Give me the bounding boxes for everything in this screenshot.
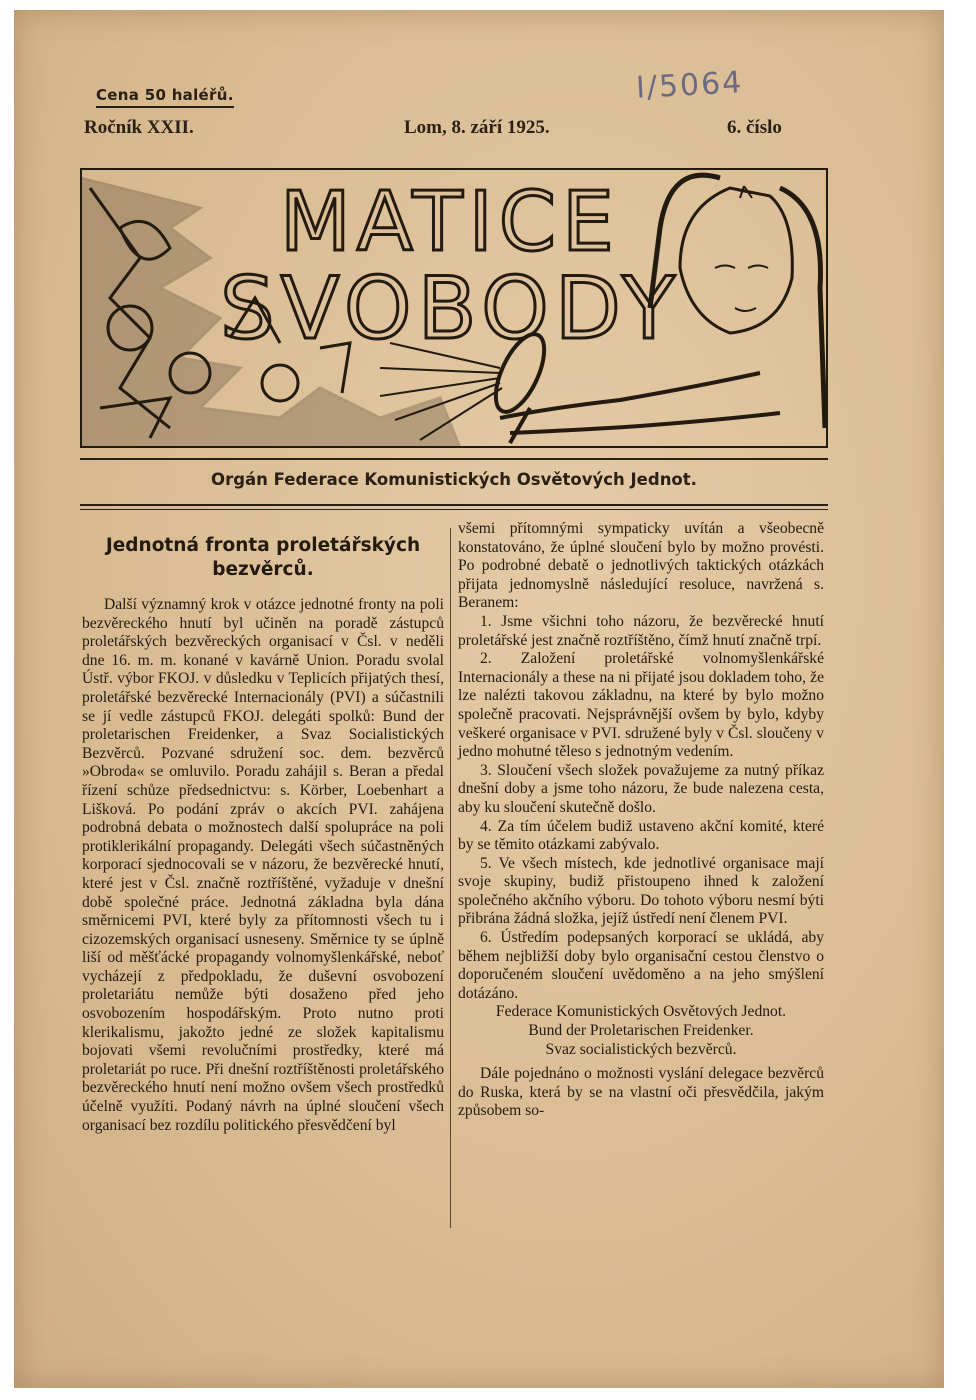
resolution-item: 3. Sloučení všech složek považujeme za nutný příkaz dnešní doby a jsme toho názoru, že bude nalezena cesta, aby ku sloučení skutečně došlo. (458, 761, 824, 816)
resolution-item: 1. Jsme všichni toho názoru, že bezvěrecké hnutí proletářské jest značně roztříštěno, čímž hnutí značně trpí. (458, 612, 824, 649)
resolution-item: 6. Ústředím podepsaných korporací se ukládá, aby během nejbližší doby bylo organisační cestou členstvo o doporučeném sloučení uvědoměno a na jeho smýšlení dotázáno. (458, 929, 824, 1002)
masthead-title-line2: SVOBODY (220, 259, 681, 359)
article-right-column (458, 520, 824, 1121)
masthead-rule-bottom (80, 504, 828, 506)
issue-number: 6. číslo (727, 117, 782, 138)
article-paragraph: Další významný krok v otázce jednotné fronty na poli bezvěreckého hnutí byl učiněn na poradě zástupců proletářských bezvěreckých organisací v Čsl. v neděli dne 16. m. m. konané v kavárně Union. Poradu svolal Ústř. výbor FKOJ. v důsledku v Teplicích přijatých thesí, proletářské bezvěrecké Internacionály (PVI) a súčastnili se jí vedle zástupců FKOJ. delegáti spolků: Bund der proletarischen Freidenker, a Svaz Socialistických Bezvěrců. Pozvané sdružení soc. dem. bezvěrců »Obroda« se omluvilo. Poradu zahájil s. Beran a předal řízení schůze předsednictvu: s. Körber, Loebenhart a Lišková. Po podání zpráv o akcích PVI. zahájena podrobná debata o možnostech další spolupráce na poli protiklerikální propagandy. Delegáti všech súčastněných korporací sjednocovali se v názoru, že bezvěrecké hnutí, které jest v Čsl. značně roztříštěné, vyžaduje v dnešní době společné práce. Jednotná základna byla dána směrnicemi PVI, které byly za přítomnosti všech tu i cizozemských organisací usneseny. Směrnice ty se úplně liší od měšťácké propagandy volnomyšlenkářské, neboť vycházejí z předpokladu, že duševní osvobození proletariátu nemůže býti dosaženo před jeho osvobozením hospodářským. Proto nutno proti klerikalismu, jakožto jedné ze složek kapitalismu bojovati všemi revolučními prostředky, které má proletariát po ruce. Při dnešní roztříštěnosti proletářského bezvěreckého hnutí není možno ovšem všech prostředků účelně využíti. Podaný návrh na úplné sloučení všech organisací bez rozdílu politického přesvědčení byl (82, 596, 444, 1134)
price-label: Cena 50 haléřů. (96, 86, 234, 108)
masthead-illustration (80, 168, 828, 448)
signatory: Bund der Proletarischen Freidenker. (528, 1022, 754, 1040)
resolution-item: 2. Založení proletářské volnomyšlenkářské Internacionály a these na ni přijaté jsou dokladem toho, že lze nalézti takovou základnu, na které by bylo možno společně pracovati. Nejsprávnější ovšem by bylo, kdyby veškeré organisace v PVI. sdružené byly v Čsl. sloučeny v jedno mohutné těleso s jednotným vedením. (458, 650, 824, 761)
signatory: Svaz socialistických bezvěrců. (545, 1040, 737, 1058)
article-paragraph-continued: všemi přítomnými sympaticky uvítán a všeobecně konstatováno, že úplné sloučení bylo by možno provésti. Po podrobné debatě o jednotlivých taktických otázkách přijata jednomyslně následující resoluce, navržená s. Beranem: (458, 520, 824, 612)
dateline: Lom, 8. září 1925. (404, 117, 550, 138)
article-closing-paragraph: Dále pojednáno o možnosti vyslání delegace bezvěrců do Ruska, která by se na vlastní oči přesvědčila, jakým způsobem so- (458, 1065, 824, 1120)
column-divider (450, 528, 451, 1228)
volume-label: Ročník XXII. (84, 117, 194, 138)
archive-handwritten-mark: I/5064 (635, 65, 745, 106)
article-headline: Jednotná fronta proletářských bezvěrců. (105, 535, 421, 580)
masthead-title-line1: MATICE (280, 175, 620, 270)
masthead-rule-top (80, 458, 828, 460)
masthead-rule-bottom-thin (80, 509, 828, 510)
resolution-item: 4. Za tím účelem budiž ustaveno akční komité, které by se těmito otázkami zabývalo. (458, 817, 824, 854)
arm-illustration (500, 373, 780, 433)
signatory: Federace Komunistických Osvětových Jednot. (495, 1003, 787, 1021)
masthead-subtitle: Orgán Federace Komunistických Osvětových Jednot. (211, 470, 697, 489)
resolution-item: 5. Ve všech místech, kde jednotlivé organisace mají svoje skupiny, budiž přistoupeno ihned k založení společného akčního výboru. Do tohoto výboru nesmí býti přibrána žádná složka, jejíž ústředí není členem PVI. (458, 854, 824, 928)
article-left-column (82, 520, 444, 1135)
